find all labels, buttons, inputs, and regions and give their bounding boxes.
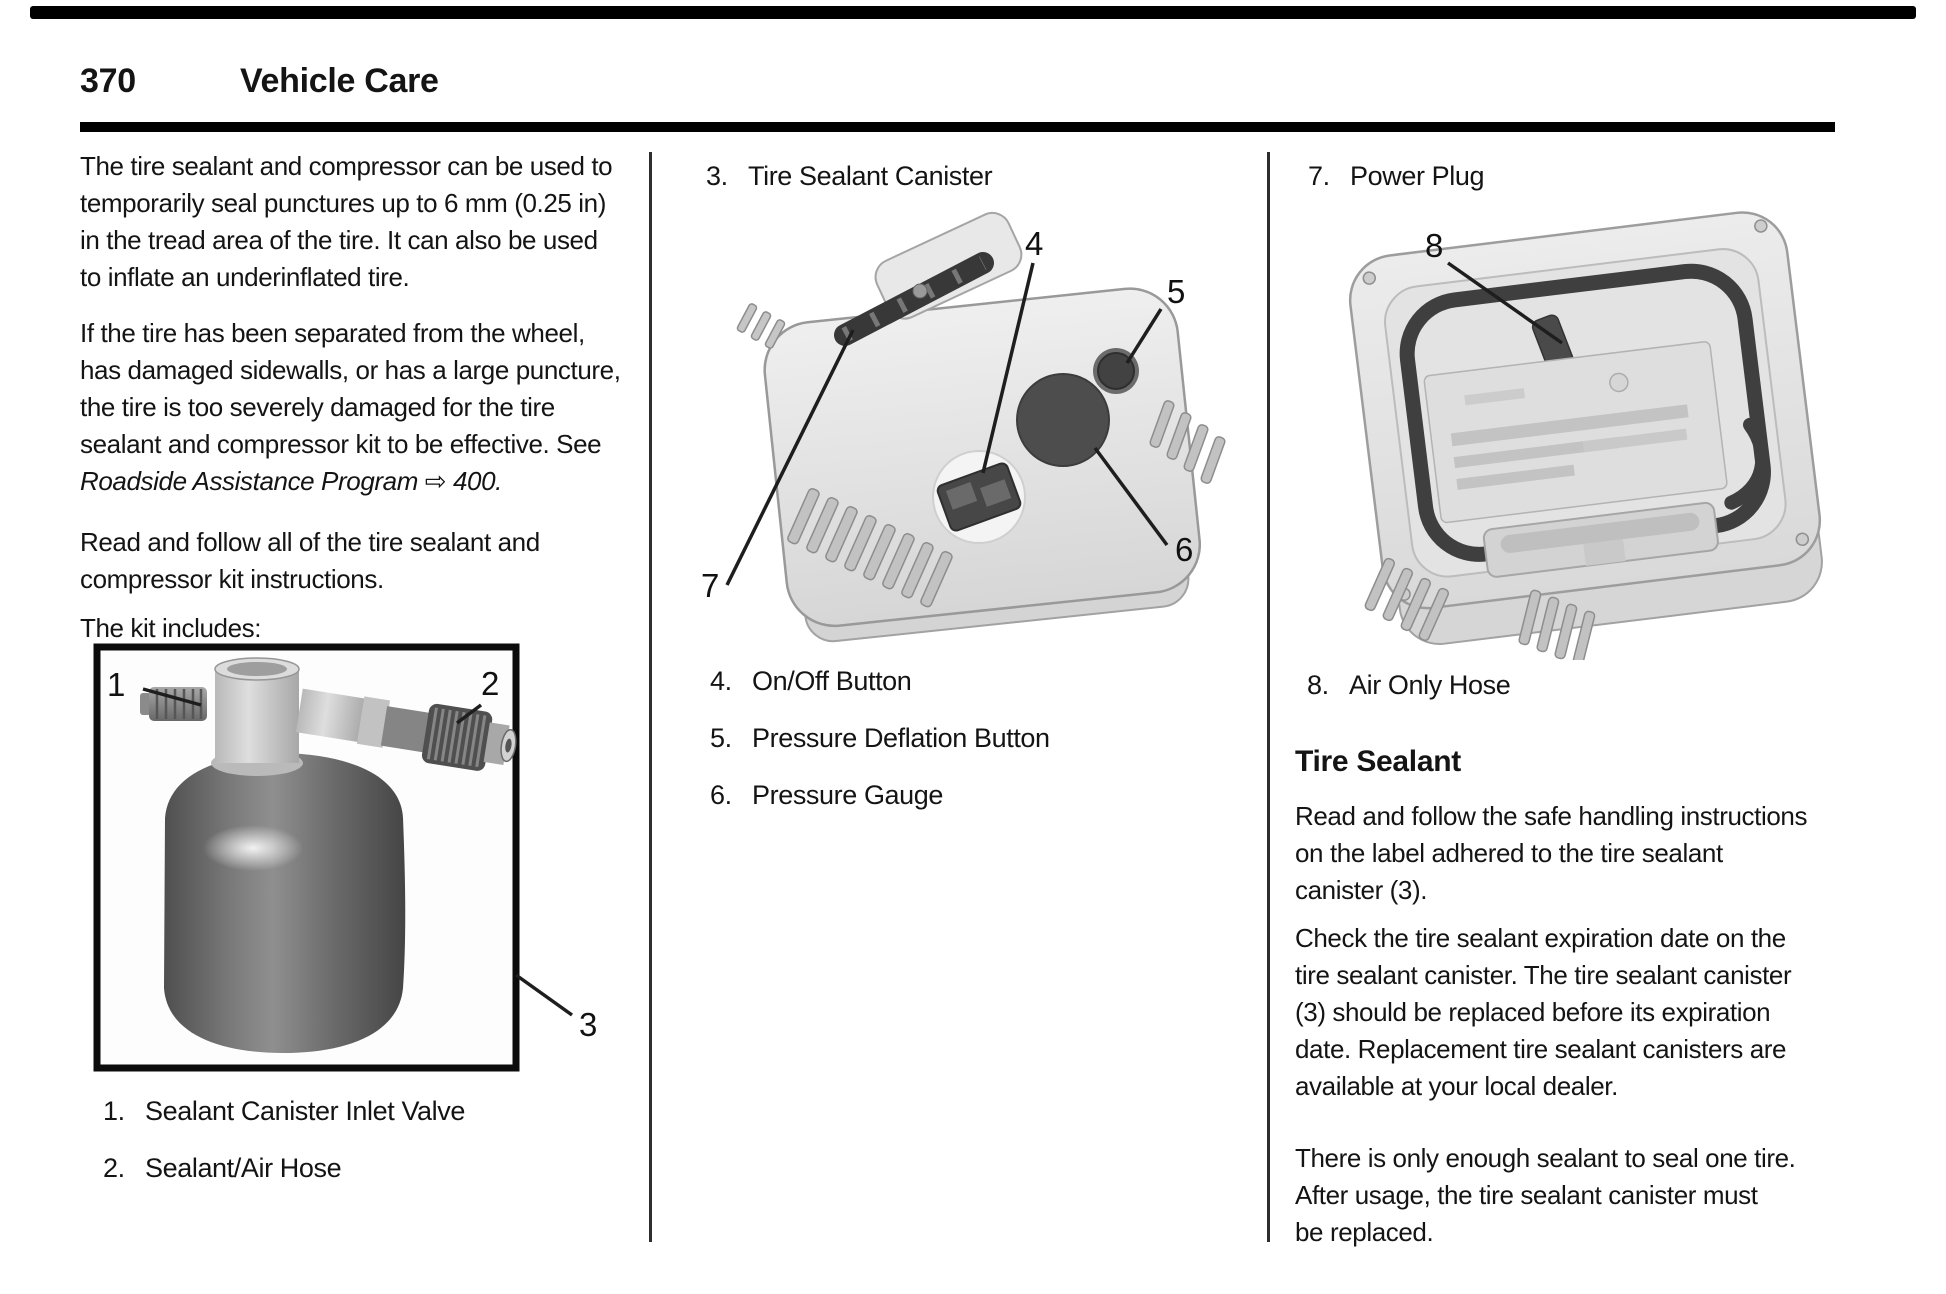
callout-6: 6 <box>1175 531 1194 568</box>
paragraph-one-tire: There is only enough sealant to seal one tire. After usage, the tire sealant canister must be replaced. <box>1295 1143 1796 1247</box>
callout-3: 3 <box>579 1006 598 1043</box>
list-item-3-label: Tire Sealant Canister <box>748 161 993 191</box>
page-number: 370 <box>80 62 136 100</box>
list-item-7-label: Power Plug <box>1350 161 1485 191</box>
roadside-assistance-reference: Roadside Assistance Program ⇨ 400. <box>80 466 502 496</box>
list-item-2 <box>103 1153 341 1184</box>
list-item-4-label: On/Off Button <box>752 666 912 696</box>
compressor-top-figure <box>695 205 1240 645</box>
column-divider-right <box>1267 152 1270 1242</box>
column-divider-left <box>649 152 652 1242</box>
paragraph-kit-includes: The kit includes: <box>80 613 262 643</box>
list-item-8-label: Air Only Hose <box>1349 670 1511 700</box>
paragraph-damage: If the tire has been separated from the wheel, has damaged sidewalls, or has a large puncture, the tire is too severely damaged for the tire sealant and compressor kit to be effective. See <box>80 318 621 459</box>
callout-5: 5 <box>1167 273 1186 310</box>
list-item-4 <box>710 666 911 697</box>
neck-opening-inner <box>227 662 287 676</box>
page-top-bar <box>30 6 1916 19</box>
list-item-6-number: 6. <box>710 780 732 810</box>
callout-4: 4 <box>1025 225 1044 262</box>
list-item-5 <box>710 723 1050 754</box>
list-item-6 <box>710 780 943 811</box>
callout-2: 2 <box>481 665 500 702</box>
callout-3-leader <box>516 975 572 1015</box>
list-item-7-number: 7. <box>1308 161 1330 191</box>
list-item-8 <box>1307 670 1510 701</box>
list-item-4-number: 4. <box>710 666 732 696</box>
list-item-2-label: Sealant/Air Hose <box>145 1153 342 1183</box>
callout-8: 8 <box>1425 227 1444 264</box>
callout-1: 1 <box>107 666 126 703</box>
callout-7: 7 <box>701 567 720 604</box>
list-item-7 <box>1308 161 1484 192</box>
list-item-6-label: Pressure Gauge <box>752 780 944 810</box>
sealant-canister-figure <box>93 643 638 1079</box>
canister-highlight <box>203 825 303 871</box>
pressure-gauge <box>1017 374 1109 466</box>
list-item-3-number: 3. <box>706 161 728 191</box>
canister-neck <box>215 667 299 763</box>
section-title: Vehicle Care <box>240 62 439 100</box>
canister-body <box>164 753 405 1053</box>
list-item-5-number: 5. <box>710 723 732 753</box>
paragraph-expiration: Check the tire sealant expiration date on the tire sealant canister. The tire sealant canister (3) should be replaced before its expiration date. Replacement tire sealant canisters are available at your local dealer. <box>1295 923 1792 1101</box>
list-item-1-number: 1. <box>103 1096 125 1126</box>
list-item-5-label: Pressure Deflation Button <box>752 723 1050 753</box>
paragraph-instructions: Read and follow all of the tire sealant and compressor kit instructions. <box>80 527 540 594</box>
header-rule <box>80 122 1835 132</box>
list-item-1 <box>103 1096 465 1127</box>
paragraph-intro: The tire sealant and compressor can be used to temporarily seal punctures up to 6 mm (0.25 in) in the tread area of the tire. It can also be used to inflate an underinflated tire. <box>80 151 613 292</box>
compressor-underside <box>1345 207 1829 650</box>
list-item-8-number: 8. <box>1307 670 1329 700</box>
list-item-2-number: 2. <box>103 1153 125 1183</box>
compressor-bottom-figure <box>1320 205 1860 660</box>
list-item-1-label: Sealant Canister Inlet Valve <box>145 1096 465 1126</box>
list-item-3 <box>706 161 992 192</box>
hose-nozzle <box>913 284 927 298</box>
tire-sealant-heading: Tire Sealant <box>1295 745 1461 778</box>
paragraph-safe-handling: Read and follow the safe handling instructions on the label adhered to the tire sealant canister (3). <box>1295 801 1808 905</box>
